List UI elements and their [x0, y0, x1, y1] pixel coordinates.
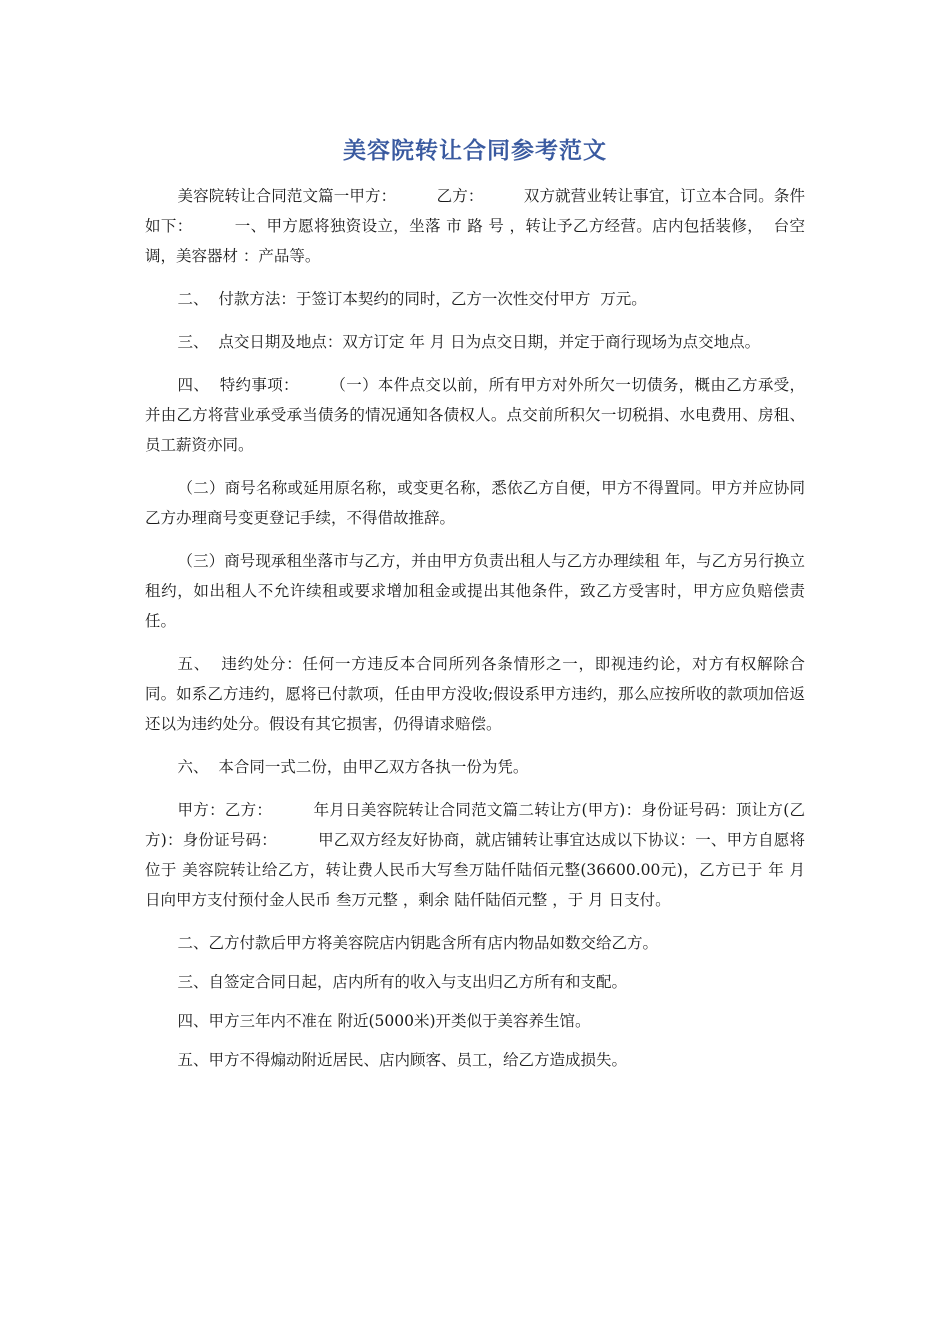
- paragraph-8: 六、 本合同一式二份，由甲乙双方各执一份为凭。: [177, 758, 529, 776]
- paragraph-2: 二、 付款方法：于签订本契约的同时，乙方一次性交付甲方 万元。: [177, 290, 647, 308]
- paragraph-10: 二、乙方付款后甲方将美容院店内钥匙含所有店内物品如数交给乙方。: [177, 934, 659, 952]
- paragraph-3: 三、 点交日期及地点：双方订定 年 月 日为点交日期，并定于商行现场为点交地点。: [177, 333, 761, 351]
- document-title: 美容院转让合同参考范文: [343, 138, 607, 164]
- paragraph-4: 四、 特约事项： （一）本件点交以前，所有甲方对外所欠一切债务，概由乙方承受，并由乙方将营业承受承当债务的情况通知各债权人。点交前所积欠一切税捐、水电费用、房租、员工薪资亦同。: [145, 376, 805, 454]
- paragraph-7: 五、 违约处分：任何一方违反本合同所列各条情形之一，即视违约论，对方有权解除合同。如系乙方违约，愿将已付款项，任由甲方没收;假设系甲方违约，那么应按所收的款项加倍返还以为违约处分。假设有其它损害，仍得请求赔偿。: [145, 655, 805, 733]
- paragraph-6: （三）商号现承租坐落市与乙方，并由甲方负责出租人与乙方办理续租 年，与乙方另行换立租约，如出租人不允许续租或要求增加租金或提出其他条件，致乙方受害时，甲方应负赔偿责任。: [145, 552, 805, 630]
- paragraph-5: （二）商号名称或延用原名称，或变更名称，悉依乙方自便，甲方不得置同。甲方并应协同乙方办理商号变更登记手续，不得借故推辞。: [145, 479, 805, 527]
- paragraph-1: 美容院转让合同范文篇一甲方： 乙方： 双方就营业转让事宜，订立本合同。条件如下： 一、甲方愿将独资设立，坐落 市 路 号 ，转让予乙方经营。店内包括装修， 台空调，美容器材 ：产品等。: [145, 187, 805, 265]
- document-body: [145, 181, 810, 1084]
- paragraph-11: 三、自签定合同日起，店内所有的收入与支出归乙方所有和支配。: [177, 973, 628, 991]
- paragraph-9: 甲方：乙方： 年月日美容院转让合同范文篇二转让方(甲方)：身份证号码：顶让方(乙方)：身份证号码： 甲乙双方经友好协商，就店铺转让事宜达成以下协议：一、甲方自愿将位于 美容院转让给乙方，转让费人民币大写叁万陆仟陆佰元整(36600.00元)，乙方已于 年 月 日向甲方支付预付金人民币 叁万元整 ，剩余 陆仟陆佰元整 ，于 月 日支付。: [145, 801, 810, 909]
- paragraph-12: 四、甲方三年内不准在 附近(5000米)开类似于美容养生馆。: [177, 1012, 591, 1030]
- paragraph-13: 五、甲方不得煽动附近居民、店内顾客、员工，给乙方造成损失。: [177, 1051, 628, 1069]
